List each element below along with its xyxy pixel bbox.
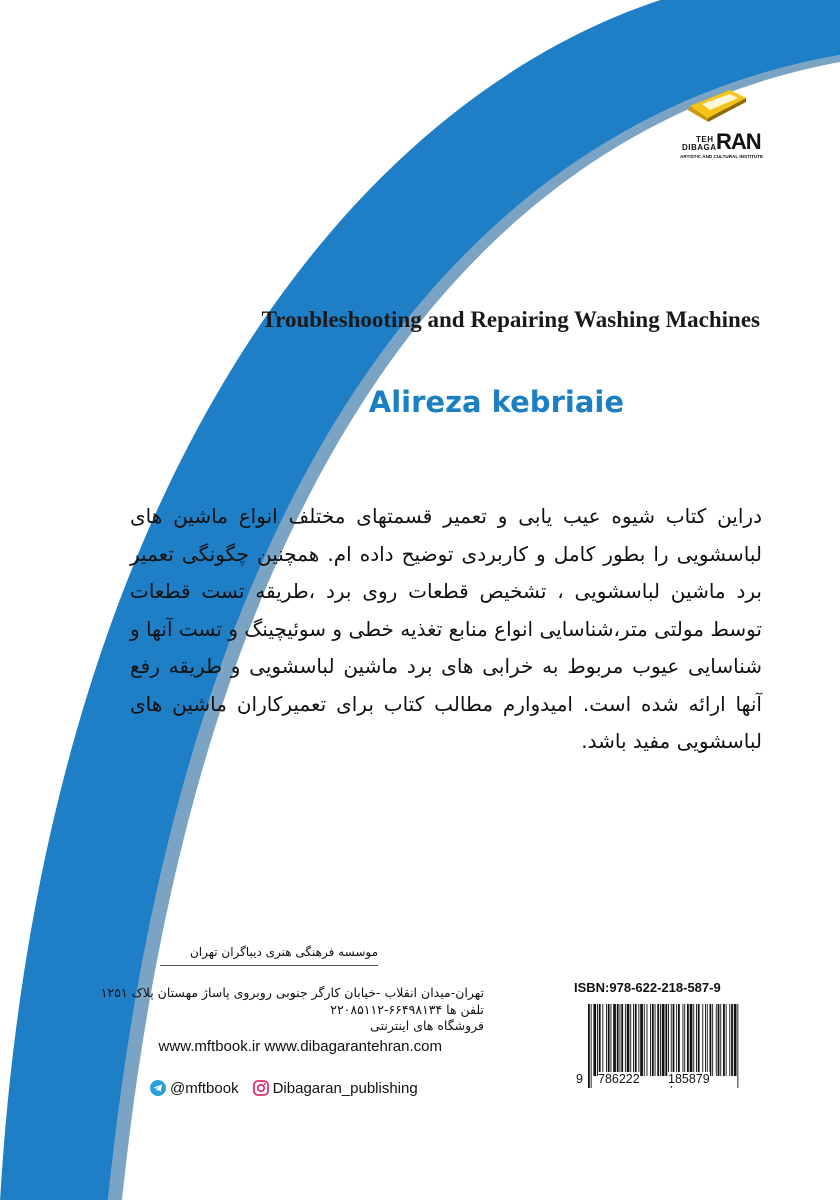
barcode-right-group: 185879: [668, 1072, 710, 1086]
telegram-icon: [150, 1080, 166, 1096]
publisher-address: تهران-میدان انقلاب -خیابان کارگر جنوبی روبروی پاساژ مهستان پلاک ۱۲۵۱: [100, 985, 484, 1000]
book-title-english: Troubleshooting and Repairing Washing Machines: [261, 307, 760, 332]
logo-teh-text: TEH: [696, 135, 714, 144]
publisher-websites[interactable]: www.mftbook.ir www.dibagarantehran.com: [158, 1038, 442, 1055]
online-stores-label: فروشگاه های اینترنتی: [370, 1018, 484, 1033]
barcode-first-digit: 9: [576, 1072, 583, 1086]
author-name: Alireza kebriaie: [368, 385, 624, 419]
instagram-icon: [253, 1080, 269, 1096]
publisher-logo: [672, 84, 762, 164]
instagram-handle: Dibagaran_publishing: [272, 1079, 418, 1097]
logo-institute-text: ARTISTIC AND CULTURAL INSTITUTE: [680, 154, 764, 159]
publisher-phone: تلفن ها ۶۶۴۹۸۱۳۴-۲۲۰۸۵۱۱۲: [330, 1001, 484, 1017]
book-description: دراین کتاب شیوه عیب یابی و تعمیر قسمتهای مختلف انواع ماشین های لباسشویی را بطور کامل و کاربردی توضیح داده ام. همچنین چگونگی تعمیر برد ماشین لباسشویی ، تشخیص قطعات روی برد ،طریقه تست قطعات توسط مولتی متر،شناسایی انواع منابع تغذیه خطی و سوئیچینگ و تست آنها و شناسایی عیوب مربوط به خرابی های برد ماشین لباسشویی و طریقه رفع آنها ارائه شده است. امیدوارم مطالب کتاب برای تعمیرکاران ماشین های لباسشویی مفید باشد.: [130, 504, 762, 753]
barcode-left-group: 786222: [598, 1072, 640, 1086]
instagram-link[interactable]: [253, 1080, 418, 1097]
publisher-contact: [70, 985, 484, 1035]
logo-brand-prefix: [682, 136, 717, 152]
barcode-numbers: [574, 1072, 744, 1090]
telegram-handle: @mftbook: [170, 1079, 239, 1097]
telegram-link[interactable]: [150, 1080, 239, 1097]
book-logo-icon: [680, 84, 750, 124]
publisher-name: موسسه فرهنگی هنری دیباگران تهران: [160, 945, 378, 966]
social-links: [150, 1077, 418, 1099]
logo-ran-text: RAN: [716, 129, 761, 154]
logo-dibaga-text: DIBAGA: [682, 143, 717, 152]
isbn-label: ISBN:978-622-218-587-9: [574, 980, 721, 995]
